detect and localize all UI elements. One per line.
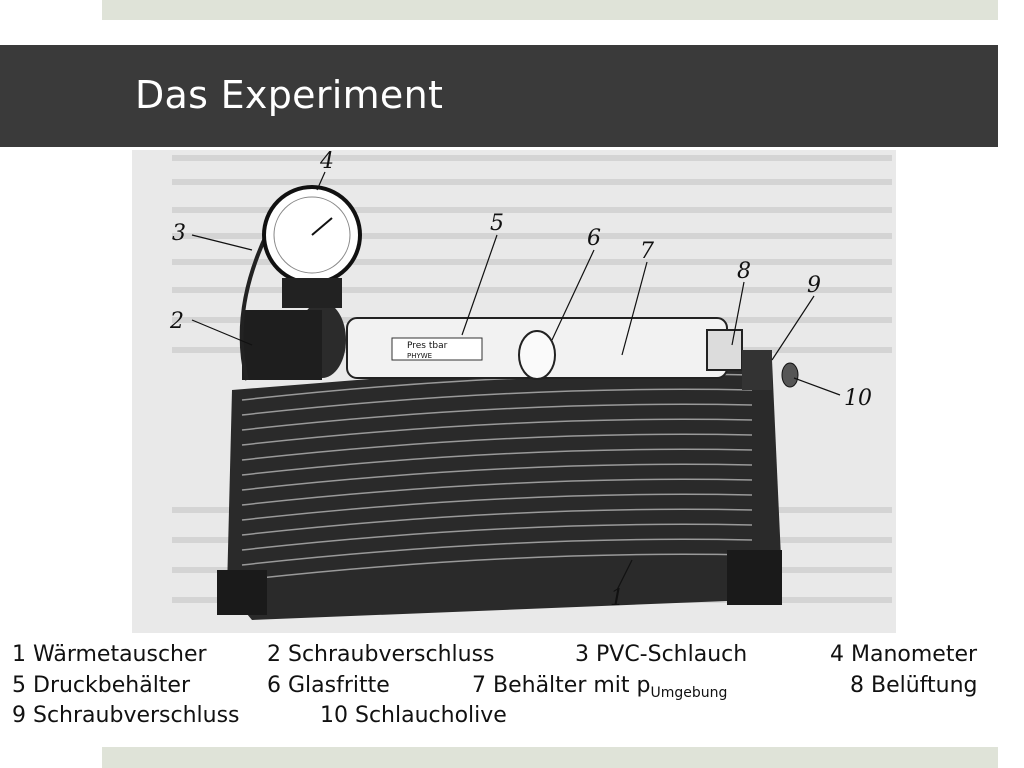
legend-item-2: 2 Schraubverschluss xyxy=(267,642,495,667)
bottom-decor-strip xyxy=(102,747,998,768)
callout-7: 7 xyxy=(640,239,654,264)
callout-8: 8 xyxy=(737,259,751,284)
callout-6: 6 xyxy=(587,226,601,251)
callout-3: 3 xyxy=(172,221,186,246)
callout-10: 10 xyxy=(844,386,872,411)
legend-item-6: 6 Glasfritte xyxy=(267,673,390,698)
callout-5: 5 xyxy=(490,211,504,236)
legend-item-7: 7 Behälter mit $p_{Umgebung}$ xyxy=(472,673,728,701)
heat-exchanger-body xyxy=(227,350,782,620)
legend-row-2 xyxy=(0,673,1024,703)
legend-row-3 xyxy=(0,703,1024,733)
legend-item-10: 10 Schlaucholive xyxy=(320,703,507,728)
callout-9: 9 xyxy=(807,273,821,298)
apparatus-drawing xyxy=(132,150,896,633)
apparatus-figure xyxy=(132,150,896,633)
legend-item-5: 5 Druckbehälter xyxy=(12,673,191,698)
callout-2: 2 xyxy=(170,309,184,334)
screw-cap-right xyxy=(742,350,772,390)
svg-text:Pres tbar: Pres tbar xyxy=(407,341,448,351)
svg-text:PHYWE: PHYWE xyxy=(407,352,433,360)
legend-row-1 xyxy=(0,642,1024,672)
slide-title: Das Experiment xyxy=(135,73,444,117)
glass-frit xyxy=(519,331,555,379)
callout-1: 1 xyxy=(610,586,624,611)
callout-4: 4 xyxy=(320,150,334,174)
legend-item-3: 3 PVC-Schlauch xyxy=(575,642,748,667)
legend-item-4: 4 Manometer xyxy=(830,642,978,667)
top-decor-strip xyxy=(102,0,998,20)
hose-olive xyxy=(782,363,798,387)
legend-item-9: 9 Schraubverschluss xyxy=(12,703,240,728)
legend-item-8: 8 Belüftung xyxy=(850,673,978,698)
legend-item-1: 1 Wärmetauscher xyxy=(12,642,207,667)
